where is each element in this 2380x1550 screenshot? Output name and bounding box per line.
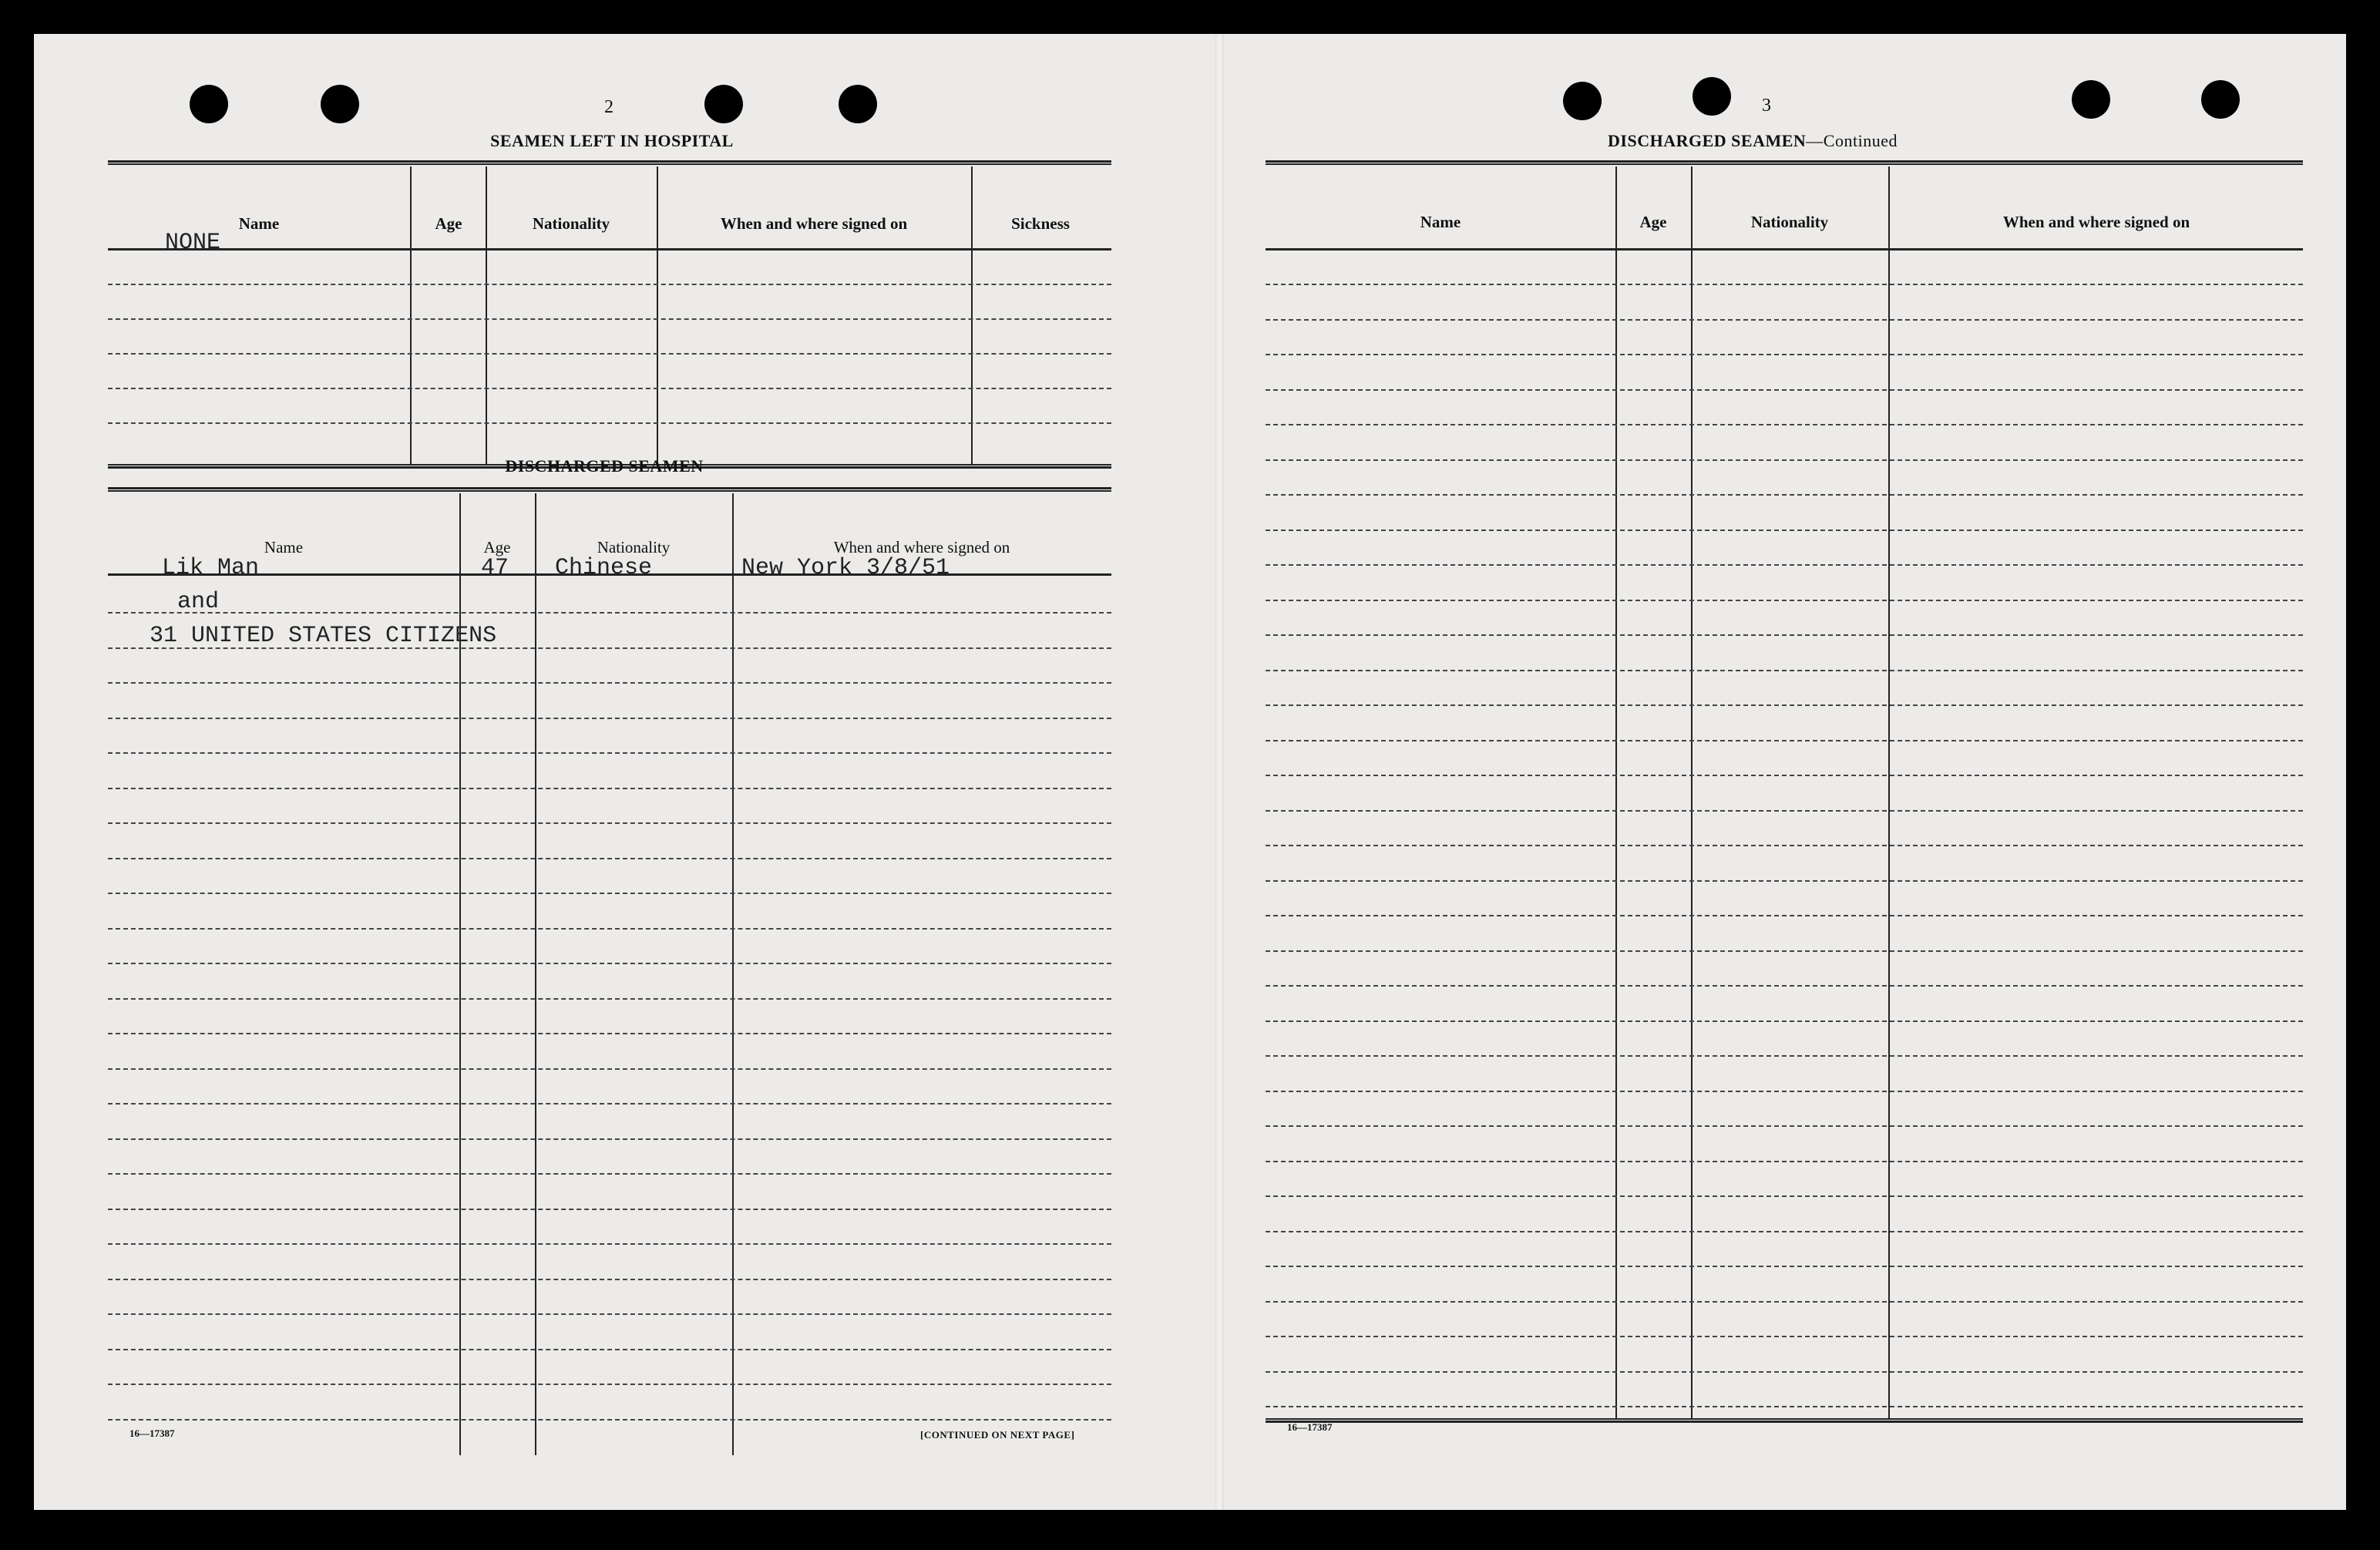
punch-hole: [321, 85, 359, 123]
ruled-line: [1266, 704, 2303, 706]
ruled-line: [1266, 880, 2303, 882]
column-header-nationality: Nationality: [1750, 213, 1829, 231]
document-sheet: [34, 34, 2346, 1510]
page-number-left: 2: [604, 97, 613, 117]
ruled-line: [108, 963, 1111, 964]
hospital-entry-name: NONE: [165, 230, 221, 256]
discharged-continued-table: [1266, 160, 2303, 1427]
discharged-entry-nationality: Chinese: [555, 555, 653, 581]
discharged-entry-name: 31 UNITED STATES CITIZENS: [150, 623, 497, 649]
ruled-line: [1266, 845, 2303, 846]
ruled-line: [108, 353, 1111, 355]
table-top-rule: [108, 487, 1111, 492]
punch-hole: [2072, 80, 2110, 119]
punch-hole: [1563, 82, 1602, 120]
punch-hole: [2201, 80, 2240, 119]
column-divider: [535, 493, 536, 1455]
ruled-line: [1266, 950, 2303, 952]
page-fold: [1215, 34, 1224, 1510]
ruled-line: [108, 1103, 1111, 1105]
column-divider: [732, 493, 734, 1455]
ruled-line: [1266, 319, 2303, 321]
ruled-line: [1266, 1301, 2303, 1303]
ruled-line: [108, 752, 1111, 754]
ruled-line: [108, 822, 1111, 824]
ruled-line: [108, 788, 1111, 789]
ruled-line: [108, 928, 1111, 930]
ruled-line: [108, 1068, 1111, 1070]
header-rule: [108, 248, 1111, 250]
ruled-line: [1266, 1406, 2303, 1407]
discharged-entry-name: Lik Man: [162, 555, 260, 581]
continued-note: [CONTINUED ON NEXT PAGE]: [920, 1429, 1075, 1441]
ruled-line: [1266, 670, 2303, 671]
column-header-signed-on: When and where signed on: [720, 214, 908, 233]
column-header-name: Name: [238, 214, 280, 233]
discharged-entry-name: and: [177, 589, 220, 615]
ruled-line: [108, 422, 1111, 424]
punch-hole: [190, 85, 228, 123]
column-header-sickness: Sickness: [1011, 214, 1070, 233]
punch-hole: [839, 85, 877, 123]
table-top-rule: [1266, 160, 2303, 165]
ruled-line: [1266, 985, 2303, 987]
right-page-title: [1608, 131, 1898, 151]
ruled-line: [108, 1384, 1111, 1385]
right-title-suffix: —Continued: [1806, 131, 1898, 150]
column-divider: [657, 166, 658, 464]
ruled-line: [1266, 1020, 2303, 1022]
ruled-line: [1266, 810, 2303, 812]
ruled-line: [108, 682, 1111, 684]
form-number-right: 16—17387: [1287, 1421, 1333, 1433]
column-divider: [410, 166, 412, 464]
ruled-line: [108, 284, 1111, 285]
ruled-line: [1266, 354, 2303, 355]
form-number-left: 16—17387: [129, 1427, 175, 1439]
ruled-line: [1266, 424, 2303, 425]
discharged-title: DISCHARGED SEAMEN: [505, 456, 704, 476]
punch-hole: [704, 85, 743, 123]
ruled-line: [108, 718, 1111, 719]
ruled-line: [108, 1033, 1111, 1034]
ruled-line: [108, 388, 1111, 389]
column-header-age: Age: [1639, 213, 1667, 231]
discharged-entry-age: 47: [481, 555, 509, 581]
ruled-line: [1266, 1231, 2303, 1232]
ruled-line: [1266, 1266, 2303, 1267]
column-header-age: Age: [483, 538, 511, 556]
hospital-title: SEAMEN LEFT IN HOSPITAL: [490, 131, 734, 150]
page-number-right: 3: [1762, 96, 1771, 116]
ruled-line: [1266, 1125, 2303, 1127]
column-header-nationality: Nationality: [532, 214, 610, 233]
discharged-entry-signed-on: New York 3/8/51: [741, 555, 950, 581]
ruled-line: [108, 1138, 1111, 1140]
ruled-line: [1266, 740, 2303, 741]
ruled-line: [1266, 494, 2303, 496]
ruled-line: [1266, 284, 2303, 285]
right-title-main: DISCHARGED SEAMEN: [1608, 131, 1807, 150]
ruled-line: [108, 1313, 1111, 1315]
ruled-line: [1266, 634, 2303, 636]
column-divider: [486, 166, 487, 464]
column-header-name: Name: [1420, 213, 1461, 231]
ruled-line: [1266, 775, 2303, 776]
ruled-line: [108, 1209, 1111, 1210]
ruled-line: [108, 612, 1111, 614]
ruled-line: [108, 1419, 1111, 1421]
hospital-table: [108, 160, 1111, 472]
header-rule: [1266, 248, 2303, 250]
ruled-line: [108, 1243, 1111, 1245]
ruled-line: [108, 318, 1111, 320]
column-header-name: Name: [264, 538, 304, 556]
table-bottom-rule: [1266, 1418, 2303, 1423]
ruled-line: [108, 1279, 1111, 1280]
ruled-line: [1266, 1091, 2303, 1092]
ruled-line: [1266, 1055, 2303, 1057]
ruled-line: [108, 998, 1111, 1000]
ruled-line: [1266, 389, 2303, 391]
column-header-nationality: Nationality: [597, 538, 671, 556]
ruled-line: [108, 1349, 1111, 1350]
column-header-age: Age: [435, 214, 462, 233]
ruled-line: [1266, 915, 2303, 916]
ruled-line: [1266, 1336, 2303, 1337]
table-top-rule: [108, 160, 1111, 165]
ruled-line: [1266, 1161, 2303, 1162]
ruled-line: [1266, 1195, 2303, 1197]
ruled-line: [1266, 564, 2303, 566]
column-header-signed-on: When and where signed on: [2002, 213, 2190, 231]
ruled-line: [108, 1173, 1111, 1175]
ruled-line: [108, 858, 1111, 859]
column-header-signed-on: When and where signed on: [833, 538, 1010, 556]
ruled-line: [1266, 600, 2303, 601]
ruled-line: [108, 893, 1111, 894]
punch-hole: [1693, 77, 1731, 116]
ruled-line: [1266, 1371, 2303, 1373]
column-divider: [971, 166, 973, 464]
ruled-line: [1266, 530, 2303, 531]
ruled-line: [1266, 459, 2303, 461]
